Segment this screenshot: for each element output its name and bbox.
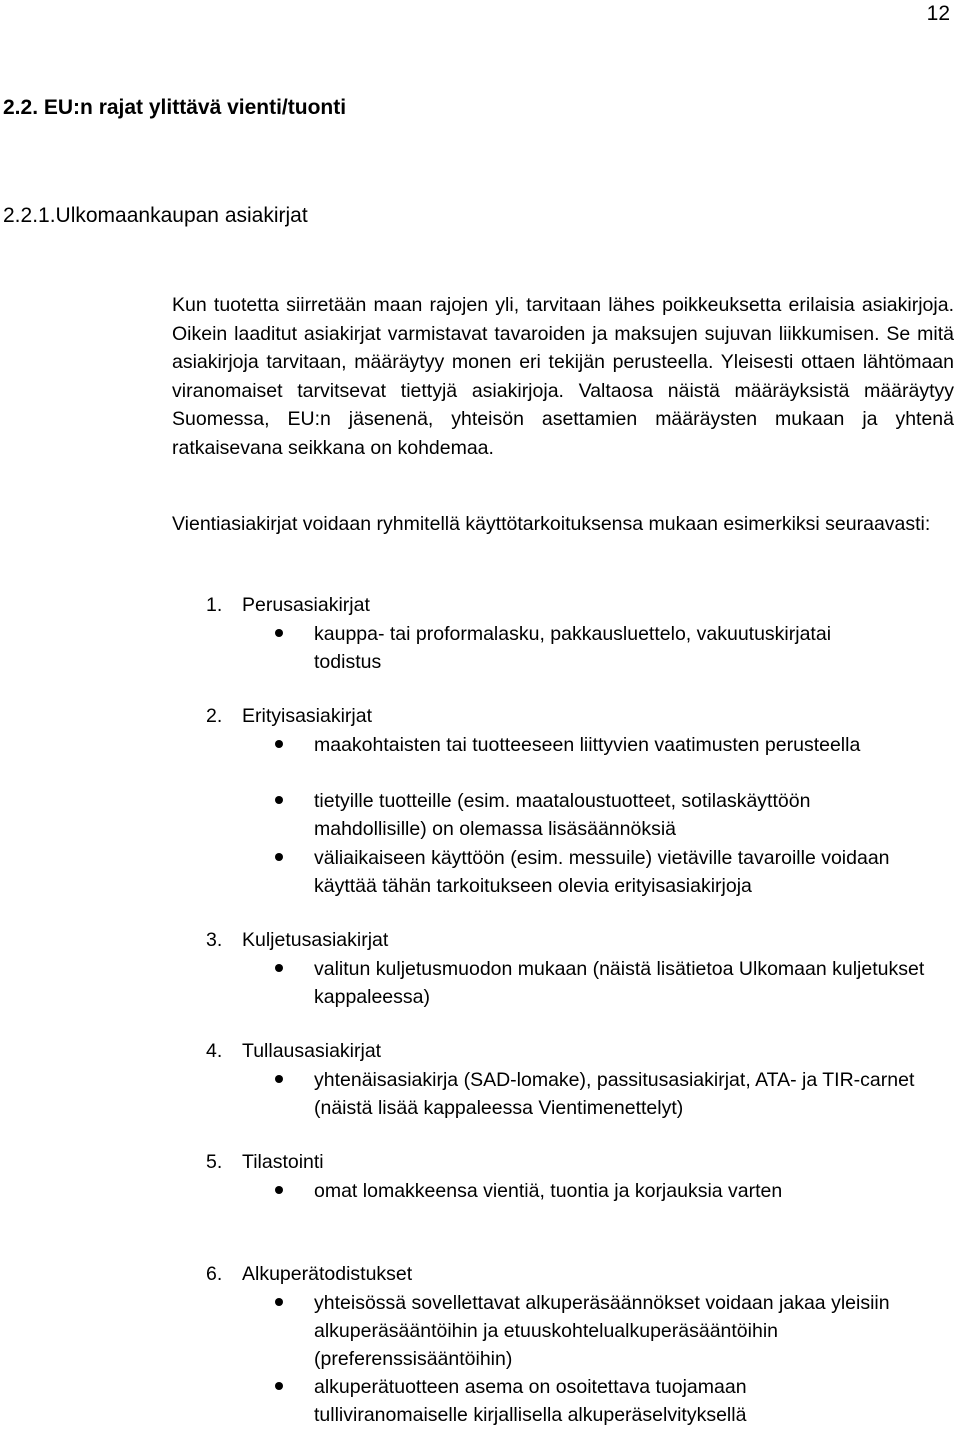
section-heading: 2.2. EU:n rajat ylittävä vienti/tuonti (3, 96, 347, 119)
bullet-icon (275, 1298, 283, 1306)
list-title: Erityisasiakirjat (242, 705, 373, 727)
bullet-icon (275, 1186, 283, 1194)
list-item-title (206, 1148, 324, 1176)
page-number: 12 (926, 2, 950, 25)
bullet-text: alkuperätuotteen asema on osoitettava tuojamaan tulliviranomaiselle kirjallisella alkuperäselvityksellä (314, 1376, 747, 1426)
list-item-title (206, 1037, 381, 1065)
list-number: 1. (206, 594, 223, 616)
subsection-heading: 2.2.1.Ulkomaankaupan asiakirjat (3, 204, 308, 227)
bullet-text: yhteisössä sovellettavat alkuperäsäännökset voidaan jakaa yleisiin alkuperäsääntöihin ja etuuskohtelualkuperäsääntöihin (preferenssisääntöihin) (314, 1292, 890, 1370)
bullet-text: yhtenäisasiakirja (SAD-lomake), passitusasiakirjat, ATA- ja TIR-carnet (näistä lisää kappaleessa Vientimenettelyt) (314, 1069, 915, 1119)
list-number: 3. (206, 929, 223, 951)
list-title: Alkuperätodistukset (242, 1263, 413, 1285)
list-item-title (206, 591, 370, 619)
bullet-text: omat lomakkeensa vientiä, tuontia ja korjauksia varten (314, 1180, 783, 1202)
list-title: Kuljetusasiakirjat (242, 929, 389, 951)
list-title: Perusasiakirjat (242, 594, 370, 616)
list-item-title (206, 1260, 412, 1288)
list-item-title (206, 702, 372, 730)
list-item-title (206, 926, 388, 954)
bullet-icon (275, 853, 283, 861)
bullet-text: väliaikaiseen käyttöön (esim. messuile) vietäville tavaroille voidaan käyttää tähän tarkoitukseen olevia erityisasiakirjoja (314, 847, 890, 897)
grouping-paragraph: Vientiasiakirjat voidaan ryhmitellä käyttötarkoituksensa mukaan esimerkiksi seuraavasti: (172, 513, 931, 535)
bullet-icon (275, 1075, 283, 1083)
bullet-icon (275, 1382, 283, 1390)
intro-paragraph: Kun tuotetta siirretään maan rajojen yli, tarvitaan lähes poikkeuksetta erilaisia asiakirjoja. Oikein laaditut asiakirjat varmistavat tavaroiden ja maksujen sujuvan liikkumisen. Se mitä asiakirjoja tarvitaan, määräytyy monen eri tekijän perusteella. Yleisesti ottaen lähtömaan viranomaiset tarvitsevat tiettyjä asiakirjoja. Valtaosa näistä määräyksistä määräytyy Suomessa, EU:n jäsenenä, yhteisön asettamien määräysten mukaan ja yhtenä ratkaisevana seikkana on kohdemaa. (172, 294, 954, 459)
bullet-text: kauppa- tai proformalasku, pakkausluettelo, vakuutuskirjatai todistus (314, 623, 832, 673)
bullet-icon (275, 740, 283, 748)
bullet-text: valitun kuljetusmuodon mukaan (näistä lisätietoa Ulkomaan kuljetukset kappaleessa) (314, 958, 925, 1008)
bullet-text: maakohtaisten tai tuotteeseen liittyvien vaatimusten perusteella (314, 734, 861, 756)
bullet-icon (275, 796, 283, 804)
list-title: Tullausasiakirjat (242, 1040, 382, 1062)
list-number: 4. (206, 1040, 223, 1062)
list-number: 5. (206, 1151, 223, 1173)
list-number: 6. (206, 1263, 223, 1285)
bullet-icon (275, 629, 283, 637)
bullet-text: tietyille tuotteille (esim. maataloustuotteet, sotilaskäyttöön mahdollisille) on olemassa lisäsäännöksiä (314, 790, 811, 840)
list-title: Tilastointi (242, 1151, 324, 1173)
bullet-icon (275, 964, 283, 972)
list-number: 2. (206, 705, 223, 727)
